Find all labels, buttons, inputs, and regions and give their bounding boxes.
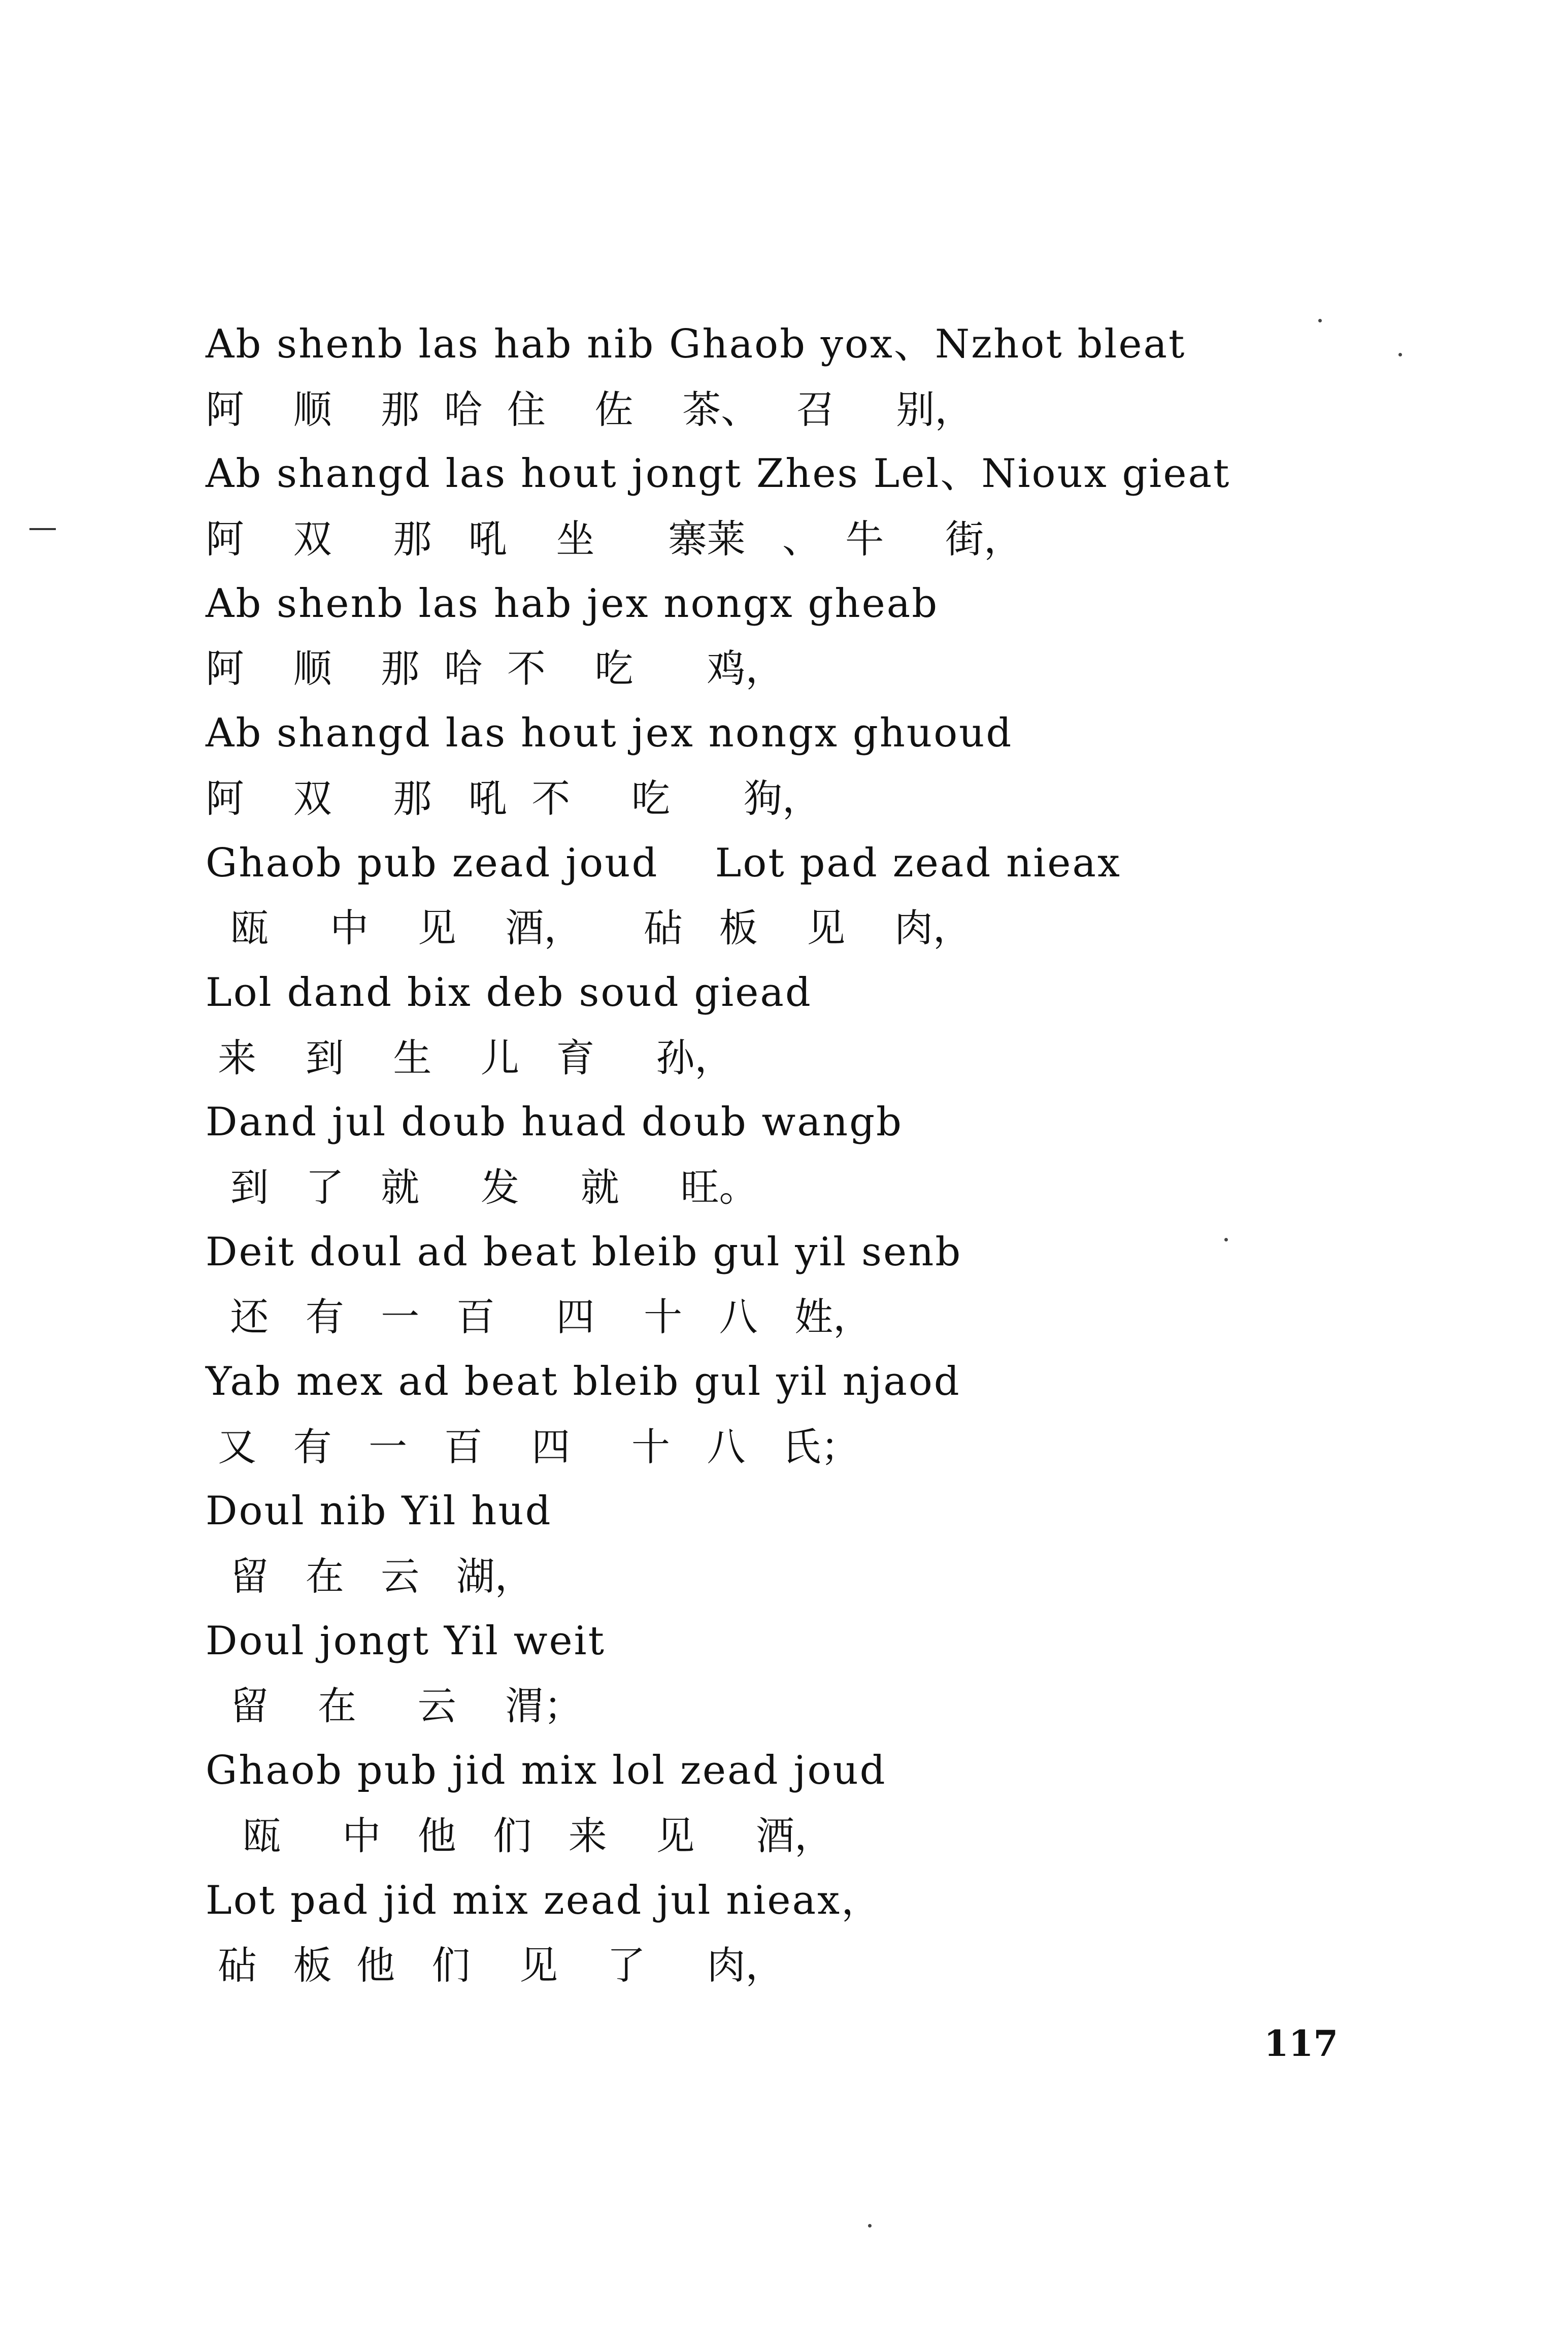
chinese-gloss-line: 来 到 生 儿 育 孙，	[206, 1035, 733, 1080]
miao-romanized-line: Ghaob pub jid mix lol zead joud	[206, 1748, 887, 1794]
miao-romanized-line: Ab shenb las hab jex nongx gheab	[206, 580, 939, 627]
chinese-gloss-line: 还 有 一 百 四 十 八 姓，	[206, 1294, 872, 1340]
miao-romanized-line: Lol dand bix deb soud giead	[206, 969, 812, 1016]
chinese-gloss-line: 到 了 就 发 就 旺。	[206, 1164, 758, 1210]
chinese-gloss-line: 留 在 云 渭；	[206, 1683, 583, 1729]
miao-romanized-line: Ab shenb las hab nib Ghaob yox、Nzhot bleat	[206, 321, 1186, 367]
print-speck	[868, 2224, 872, 2228]
bilingual-text-block	[206, 312, 1348, 1998]
chinese-gloss-line: 瓯 中 他 们 来 见 酒，	[206, 1813, 833, 1858]
chinese-gloss-line: 留 在 云 湖，	[206, 1554, 533, 1599]
miao-romanized-line: Deit doul ad beat bleib gul yil senb	[206, 1229, 962, 1275]
print-speck	[1398, 353, 1402, 356]
margin-mark	[29, 528, 56, 530]
miao-romanized-line: Ab shangd las hout jongt Zhes Lel、Nioux gieat	[206, 451, 1231, 497]
chinese-gloss-line: 阿 顺 那 哈 住 佐 茶、 召 别，	[206, 386, 974, 432]
chinese-gloss-line: 阿 双 那 吼 坐 寨莱 、 牛 街，	[206, 516, 1023, 562]
chinese-gloss-line: 瓯 中 见 酒， 砧 板 见 肉，	[206, 905, 972, 951]
chinese-gloss-line: 又 有 一 百 四 十 八 氏；	[206, 1424, 859, 1469]
miao-romanized-line: Doul nib Yil hud	[206, 1488, 552, 1534]
miao-romanized-line: Lot pad jid mix zead jul nieax，	[206, 1877, 883, 1923]
miao-romanized-line: Yab mex ad beat bleib gul yil njaod	[206, 1359, 961, 1404]
chinese-gloss-line: 砧 板 他 们 见 了 肉，	[206, 1943, 784, 1988]
miao-romanized-line: Ab shangd las hout jex nongx ghuoud	[206, 710, 1013, 757]
miao-romanized-line: Ghaob pub zead joud Lot pad zead nieax	[206, 840, 1121, 886]
chinese-gloss-line: 阿 双 那 吼 不 吃 狗，	[206, 775, 821, 821]
miao-romanized-line: Dand jul doub huad doub wangb	[206, 1099, 903, 1145]
chinese-gloss-line: 阿 顺 那 哈 不 吃 鸡，	[206, 646, 784, 692]
page-number: 117	[1264, 2022, 1339, 2065]
miao-romanized-line: Doul jongt Yil weit	[206, 1618, 606, 1664]
